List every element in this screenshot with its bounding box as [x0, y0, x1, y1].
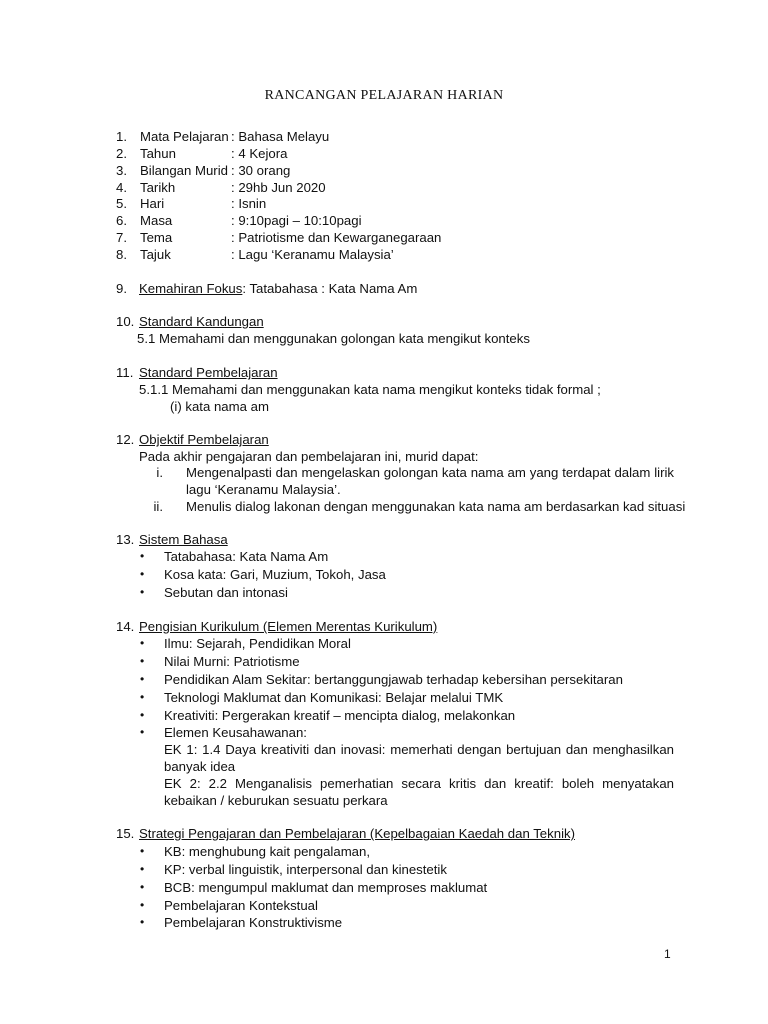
- list-item: Pembelajaran Kontekstual: [164, 898, 318, 913]
- bullet-icon: •: [140, 672, 145, 686]
- section-number: 12.: [116, 432, 135, 447]
- objective-text: Menulis dialog lakonan dengan menggunakan kata nama am berdasarkan kad situasi: [186, 499, 686, 514]
- bullet-icon: •: [140, 898, 145, 912]
- bullet-icon: •: [140, 708, 145, 722]
- section-heading: Objektif Pembelajaran: [139, 432, 269, 447]
- info-number: 7.: [116, 230, 127, 245]
- ek-text: EK 2: 2.2 Menganalisis pemerhatian secara kritis dan kreatif: boleh menyatakan: [164, 776, 674, 791]
- info-label: Tarikh: [140, 180, 176, 195]
- section-heading: Kemahiran Fokus: [139, 281, 243, 296]
- list-item: Kreativiti: Pergerakan kreatif – mencipta dialog, melakonkan: [164, 708, 516, 723]
- page-title: RANCANGAN PELAJARAN HARIAN: [264, 88, 504, 103]
- bullet-icon: •: [140, 567, 145, 581]
- section-number: 14.: [116, 619, 135, 634]
- info-number: 1.: [116, 129, 127, 144]
- bullet-icon: •: [140, 844, 145, 858]
- objective-text: lagu ‘Keranamu Malaysia’.: [186, 482, 341, 497]
- list-item: KP: verbal linguistik, interpersonal dan kinestetik: [164, 862, 447, 877]
- info-value: : Lagu ‘Keranamu Malaysia’: [231, 247, 394, 262]
- section-number: 13.: [116, 532, 135, 547]
- section-text: 5.1.1 Memahami dan menggunakan kata nama mengikut konteks tidak formal ;: [139, 382, 601, 397]
- list-item: Pendidikan Alam Sekitar: bertanggungjawab terhadap kebersihan persekitaran: [164, 672, 623, 687]
- section-9: [116, 280, 417, 297]
- info-number: 4.: [116, 180, 127, 195]
- section-text: (i) kata nama am: [170, 399, 269, 414]
- info-number: 5.: [116, 196, 127, 211]
- ek-text: banyak idea: [164, 759, 236, 774]
- list-item: Tatabahasa: Kata Nama Am: [164, 549, 329, 564]
- info-value: : Isnin: [231, 196, 267, 211]
- info-value: : 29hb Jun 2020: [231, 180, 326, 195]
- list-item: Sebutan dan intonasi: [164, 585, 288, 600]
- list-item: Nilai Murni: Patriotisme: [164, 654, 300, 669]
- bullet-icon: •: [140, 654, 145, 668]
- section-11: [116, 364, 278, 381]
- bullet-icon: •: [140, 585, 145, 599]
- info-label: Bilangan Murid: [140, 163, 228, 178]
- info-number: 6.: [116, 213, 127, 228]
- info-value: : 4 Kejora: [231, 146, 288, 161]
- objective-text: Mengenalpasti dan mengelaskan golongan kata nama am yang terdapat dalam lirik: [186, 465, 674, 480]
- info-label: Mata Pelajaran: [140, 129, 229, 144]
- roman-numeral: i.: [156, 465, 163, 480]
- ek-text: kebaikan / keburukan sesuatu perkara: [164, 793, 388, 808]
- list-item: Kosa kata: Gari, Muzium, Tokoh, Jasa: [164, 567, 386, 582]
- info-value: : 9:10pagi – 10:10pagi: [231, 213, 362, 228]
- section-text: 5.1 Memahami dan menggunakan golongan kata mengikut konteks: [137, 331, 530, 346]
- section-number: 10.: [116, 314, 135, 329]
- list-item: Teknologi Maklumat dan Komunikasi: Belajar melalui TMK: [164, 690, 504, 705]
- list-item: Ilmu: Sejarah, Pendidikan Moral: [164, 636, 351, 651]
- section-12: [116, 431, 269, 448]
- bullet-icon: •: [140, 690, 145, 704]
- info-label: Tajuk: [140, 247, 171, 262]
- info-number: 2.: [116, 146, 127, 161]
- section-heading: Sistem Bahasa: [139, 532, 228, 547]
- bullet-icon: •: [140, 915, 145, 929]
- section-heading: Pengisian Kurikulum (Elemen Merentas Kurikulum): [139, 619, 438, 634]
- info-label: Masa: [140, 213, 173, 228]
- info-value: : Bahasa Melayu: [231, 129, 330, 144]
- info-value: : 30 orang: [231, 163, 291, 178]
- section-heading: Standard Pembelajaran: [139, 365, 278, 380]
- bullet-icon: •: [140, 549, 145, 563]
- bullet-icon: •: [140, 725, 145, 739]
- section-text: : Tatabahasa : Kata Nama Am: [242, 281, 418, 296]
- list-item: BCB: mengumpul maklumat dan memproses maklumat: [164, 880, 488, 895]
- page-number: 1: [664, 947, 671, 961]
- section-number: 15.: [116, 826, 135, 841]
- list-item: KB: menghubung kait pengalaman,: [164, 844, 371, 859]
- roman-numeral: ii.: [153, 499, 163, 514]
- bullet-icon: •: [140, 880, 145, 894]
- info-number: 3.: [116, 163, 127, 178]
- section-text: Pada akhir pengajaran dan pembelajaran ini, murid dapat:: [139, 449, 479, 464]
- info-number: 8.: [116, 247, 127, 262]
- section-number: 11.: [116, 365, 134, 380]
- info-label: Tema: [140, 230, 173, 245]
- list-item: Pembelajaran Konstruktivisme: [164, 915, 343, 930]
- section-14: [116, 618, 437, 635]
- section-15: [116, 825, 575, 842]
- info-label: Tahun: [140, 146, 176, 161]
- bullet-icon: •: [140, 636, 145, 650]
- section-10: [116, 313, 264, 330]
- info-label: Hari: [140, 196, 165, 211]
- section-13: [116, 531, 228, 548]
- section-heading: Strategi Pengajaran dan Pembelajaran (Kepelbagaian Kaedah dan Teknik): [139, 826, 575, 841]
- ek-text: EK 1: 1.4 Daya kreativiti dan inovasi: memerhati dengan bertujuan dan menghasilkan: [164, 742, 674, 757]
- section-number: 9.: [116, 281, 127, 296]
- info-value: : Patriotisme dan Kewarganegaraan: [231, 230, 442, 245]
- section-heading: Standard Kandungan: [139, 314, 264, 329]
- bullet-icon: •: [140, 862, 145, 876]
- list-item: Elemen Keusahawanan:: [164, 725, 307, 740]
